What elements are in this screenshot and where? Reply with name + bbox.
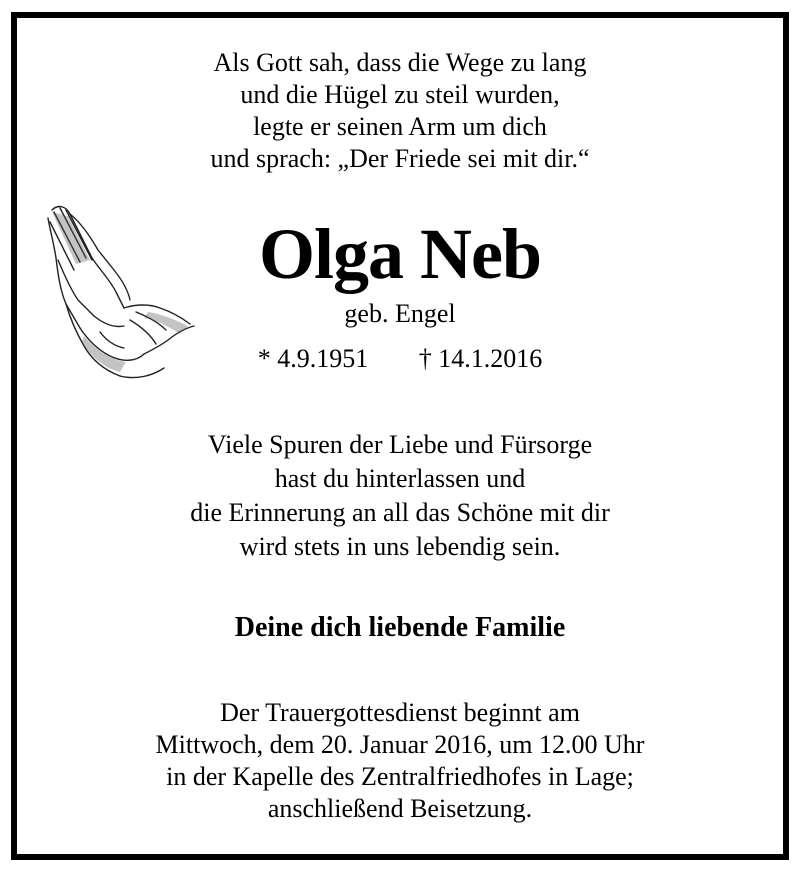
memory-line: hast du hinterlassen und [274, 464, 526, 493]
service-line: in der Kapelle des Zentralfriedhofes in Lage; [166, 762, 634, 791]
service-line: Der Trauergottesdienst beginnt am [220, 698, 580, 727]
poem-line: Als Gott sah, dass die Wege zu lang [213, 48, 587, 77]
service-line: Mittwoch, dem 20. Januar 2016, um 12.00 Uhr [155, 730, 645, 759]
memory-line: Viele Spuren der Liebe und Fürsorge [207, 430, 593, 459]
memory-text [0, 428, 800, 564]
birth-date: * 4.9.1951 [257, 344, 369, 373]
poem-line: und sprach: „Der Friede sei mit dir.“ [210, 144, 590, 173]
maiden-name: geb. Engel [344, 299, 456, 328]
memory-line: wird stets in uns lebendig sein. [239, 532, 561, 561]
service-info [0, 697, 800, 825]
family-signature: Deine dich liebende Familie [234, 612, 566, 643]
life-dates [0, 343, 800, 375]
death-date: † 14.1.2016 [418, 344, 543, 373]
memory-line: die Erinnerung an all das Schöne mit dir [190, 498, 610, 527]
service-line: anschließend Beisetzung. [267, 794, 533, 823]
poem-line: legte er seinen Arm um dich [253, 112, 547, 141]
deceased-name: Olga Neb [258, 214, 541, 294]
poem-line: und die Hügel zu steil wurden, [240, 80, 560, 109]
poem-verse [0, 47, 800, 175]
